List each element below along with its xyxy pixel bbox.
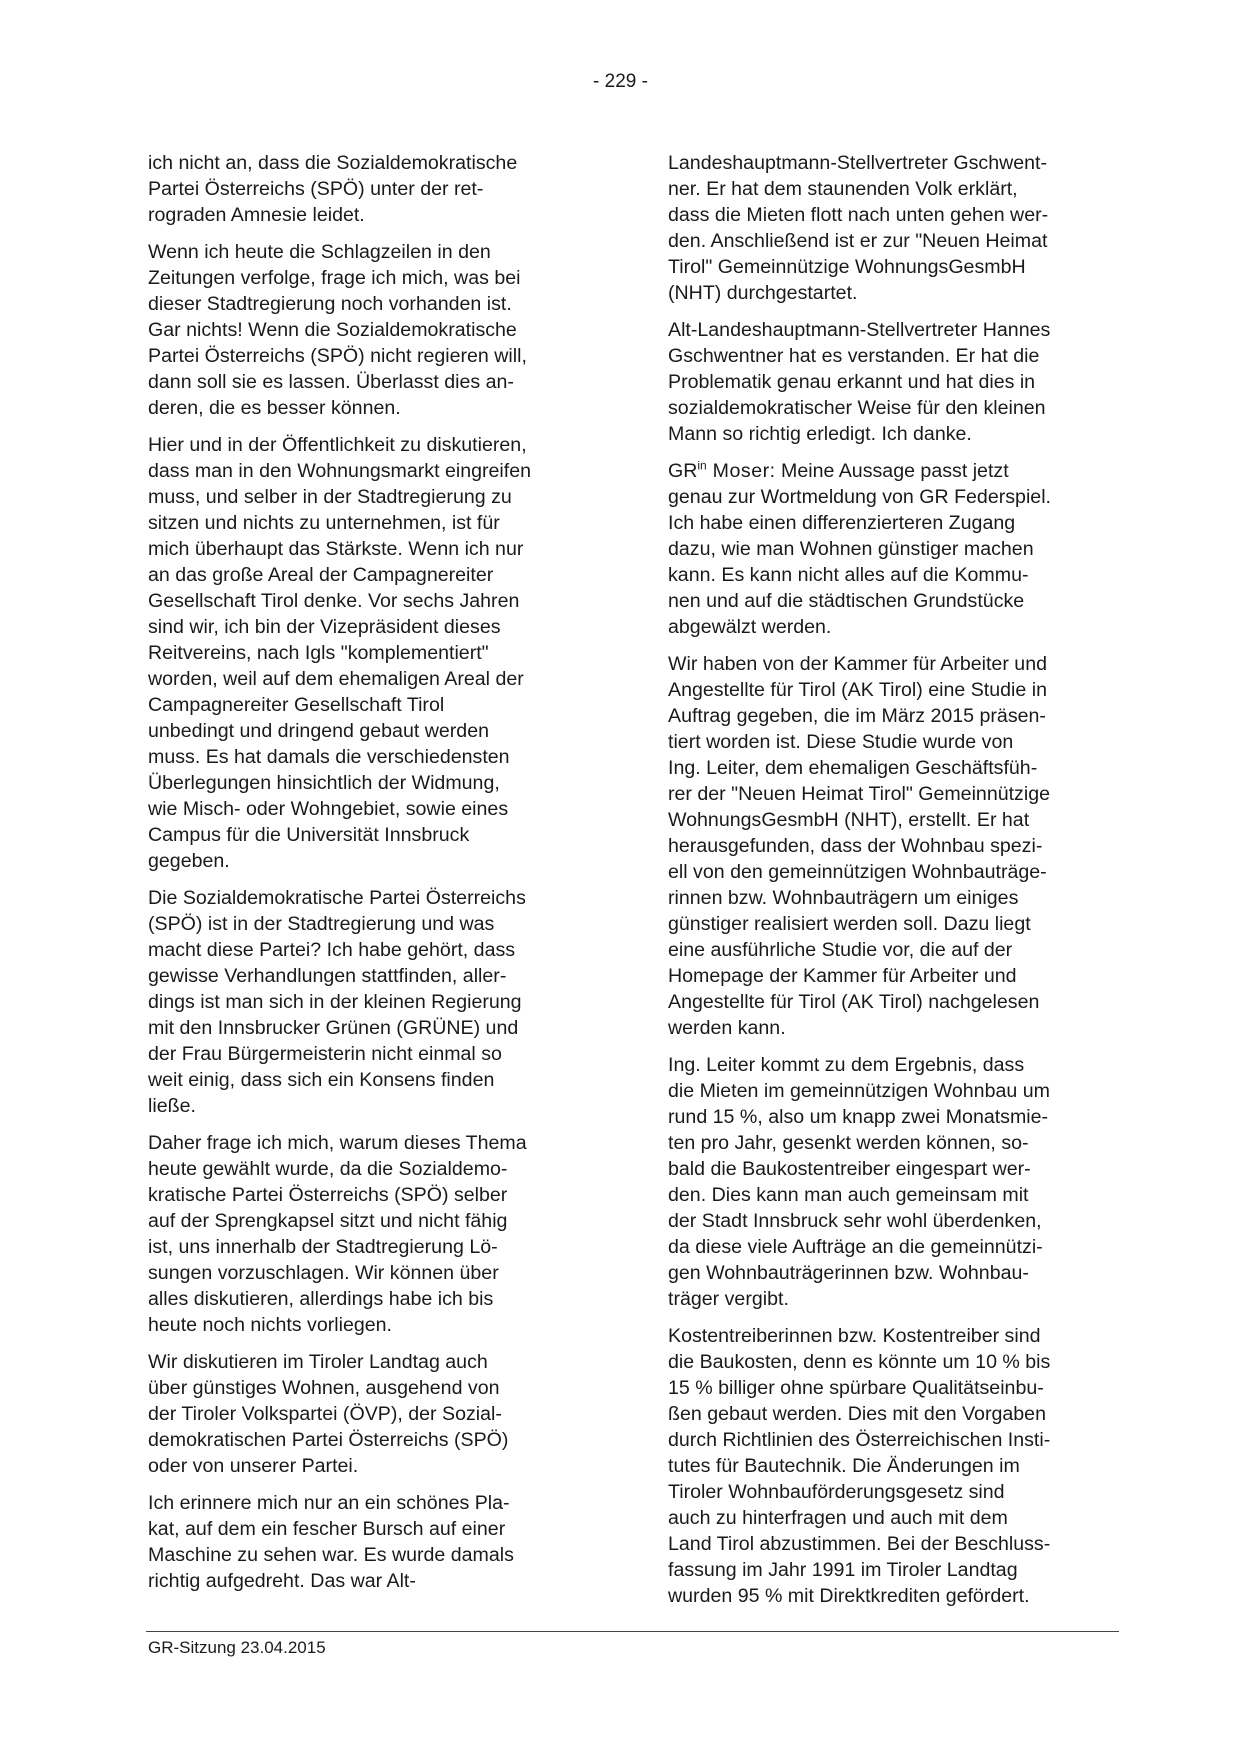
speaker-name: Moser: (706, 460, 776, 482)
paragraph: Ich erinnere mich nur an ein schönes Pla- kat, auf dem ein fescher Bursch auf einer Maschine zu sehen war. Es wurde damals richtig aufgedreht. Das war Alt- (148, 1492, 514, 1592)
paragraph: Die Sozialdemokratische Partei Österreichs (SPÖ) ist in der Stadtregierung und was macht diese Partei? Ich habe gehört, dass gewisse Verhandlungen stattfinden, aller- dings ist man sich in der kleinen Regierung mit den Innsbrucker Grünen (GRÜNE) und der Frau Bürgermeisterin nicht einmal so weit einig, dass sich ein Konsens finden ließe. (148, 887, 526, 1117)
speaker-text: Meine Aussage passt jetzt genau zur Wortmeldung von GR Federspiel. Ich habe einen differenzierteren Zugang dazu, wie man Wohnen günstiger machen kann. Es kann nicht alles auf die Kommu- nen und auf die städtischen Grundstücke abgewälzt werden. (668, 460, 1051, 638)
speaker-title (668, 460, 707, 482)
paragraph: Wir diskutieren im Tiroler Landtag auch über günstiges Wohnen, ausgehend von der Tiroler Volkspartei (ÖVP), der Sozial- demokratischen Partei Österreichs (SPÖ) oder von unserer Partei. (148, 1351, 509, 1477)
paragraph: Wenn ich heute die Schlagzeilen in den Zeitungen verfolge, frage ich mich, was bei dieser Stadtregierung noch vorhanden ist. Gar nichts! Wenn die Sozialdemokratische Partei Österreichs (SPÖ) nicht regieren will, dann soll sie es lassen. Überlasst dies an- deren, die es besser können. (148, 241, 527, 419)
page-number: - 229 - (593, 71, 648, 92)
speaker-paragraph (668, 458, 1123, 640)
footer-session-date: GR-Sitzung 23.04.2015 (148, 1638, 326, 1657)
left-column (148, 150, 603, 1605)
right-column (668, 150, 1123, 1620)
paragraph: Ing. Leiter kommt zu dem Ergebnis, dass die Mieten im gemeinnützigen Wohnbau um rund 15 %, also um knapp zwei Monatsmie- ten pro Jahr, gesenkt werden können, so- bald die Baukostentreiber eingespart wer- den. Dies kann man auch gemeinsam mit der Stadt Innsbruck sehr wohl überdenken, da diese viele Aufträge an die gemeinnützi- gen Wohnbauträgerinnen bzw. Wohnbau- träger vergibt. (668, 1054, 1050, 1310)
paragraph: ich nicht an, dass die Sozialdemokratische Partei Österreichs (SPÖ) unter der ret- rograden Amnesie leidet. (148, 152, 518, 226)
footer-divider (146, 1631, 1119, 1632)
paragraph: Hier und in der Öffentlichkeit zu diskutieren, dass man in den Wohnungsmarkt eingreifen muss, und selber in der Stadtregierung zu sitzen und nichts zu unternehmen, ist für mich überhaupt das Stärkste. Wenn ich nur an das große Areal der Campagnereiter Gesellschaft Tirol denke. Vor sechs Jahren sind wir, ich bin der Vizepräsident dieses Reitvereins, nach Igls "komplementiert" worden, weil auf dem ehemaligen Areal der Campagnereiter Gesellschaft Tirol unbedingt und dringend gebaut werden muss. Es hat damals die verschiedensten Überlegungen hinsichtlich der Widmung, wie Misch- oder Wohngebiet, sowie eines Campus für die Universität Innsbruck gegeben. (148, 434, 532, 872)
paragraph: Daher frage ich mich, warum dieses Thema heute gewählt wurde, da die Sozialdemo- kratische Partei Österreichs (SPÖ) selber auf der Sprengkapsel sitzt und nicht fähig ist, uns innerhalb der Stadtregierung Lö- sungen vorzuschlagen. Wir können über alles diskutieren, allerdings habe ich bis heute noch nichts vorliegen. (148, 1132, 527, 1336)
paragraph: Kostentreiberinnen bzw. Kostentreiber sind die Baukosten, denn es könnte um 10 % bis 15 % billiger ohne spürbare Qualitätseinbu- ßen gebaut werden. Dies mit den Vorgaben durch Richtlinien des Österreichischen Insti- tutes für Bautechnik. Die Änderungen im Tiroler Wohnbauförderungsgesetz sind auch zu hinterfragen und auch mit dem Land Tirol abzustimmen. Bei der Beschluss- fassung im Jahr 1991 im Tiroler Landtag wurden 95 % mit Direktkrediten gefördert. (668, 1325, 1051, 1607)
speaker-title-prefix: GR (668, 460, 698, 482)
paragraph: Alt-Landeshauptmann-Stellvertreter Hannes Gschwentner hat es verstanden. Er hat die Problematik genau erkannt und hat dies in sozialdemokratischer Weise für den kleinen Mann so richtig erledigt. Ich danke. (668, 319, 1051, 445)
speaker-title-superscript: in (697, 458, 707, 473)
paragraph: Wir haben von der Kammer für Arbeiter und Angestellte für Tirol (AK Tirol) eine Studie in Auftrag gegeben, die im März 2015 präsen- tiert worden ist. Diese Studie wurde von Ing. Leiter, dem ehemaligen Geschäftsfüh- rer der "Neuen Heimat Tirol" Gemeinnützige WohnungsGesmbH (NHT), erstellt. Er hat herausgefunden, dass der Wohnbau spezi- ell von den gemeinnützigen Wohnbauträge- rinnen bzw. Wohnbauträgern um einiges günstiger realisiert werden soll. Dazu liegt eine ausführliche Studie vor, die auf der Homepage der Kammer für Arbeiter und Angestellte für Tirol (AK Tirol) nachgelesen werden kann. (668, 653, 1051, 1039)
paragraph: Landeshauptmann-Stellvertreter Gschwent- ner. Er hat dem staunenden Volk erklärt, dass die Mieten flott nach unten gehen wer- den. Anschließend ist er zur "Neuen Heimat Tirol" Gemeinnützige WohnungsGesmbH (NHT) durchgestartet. (668, 152, 1049, 304)
